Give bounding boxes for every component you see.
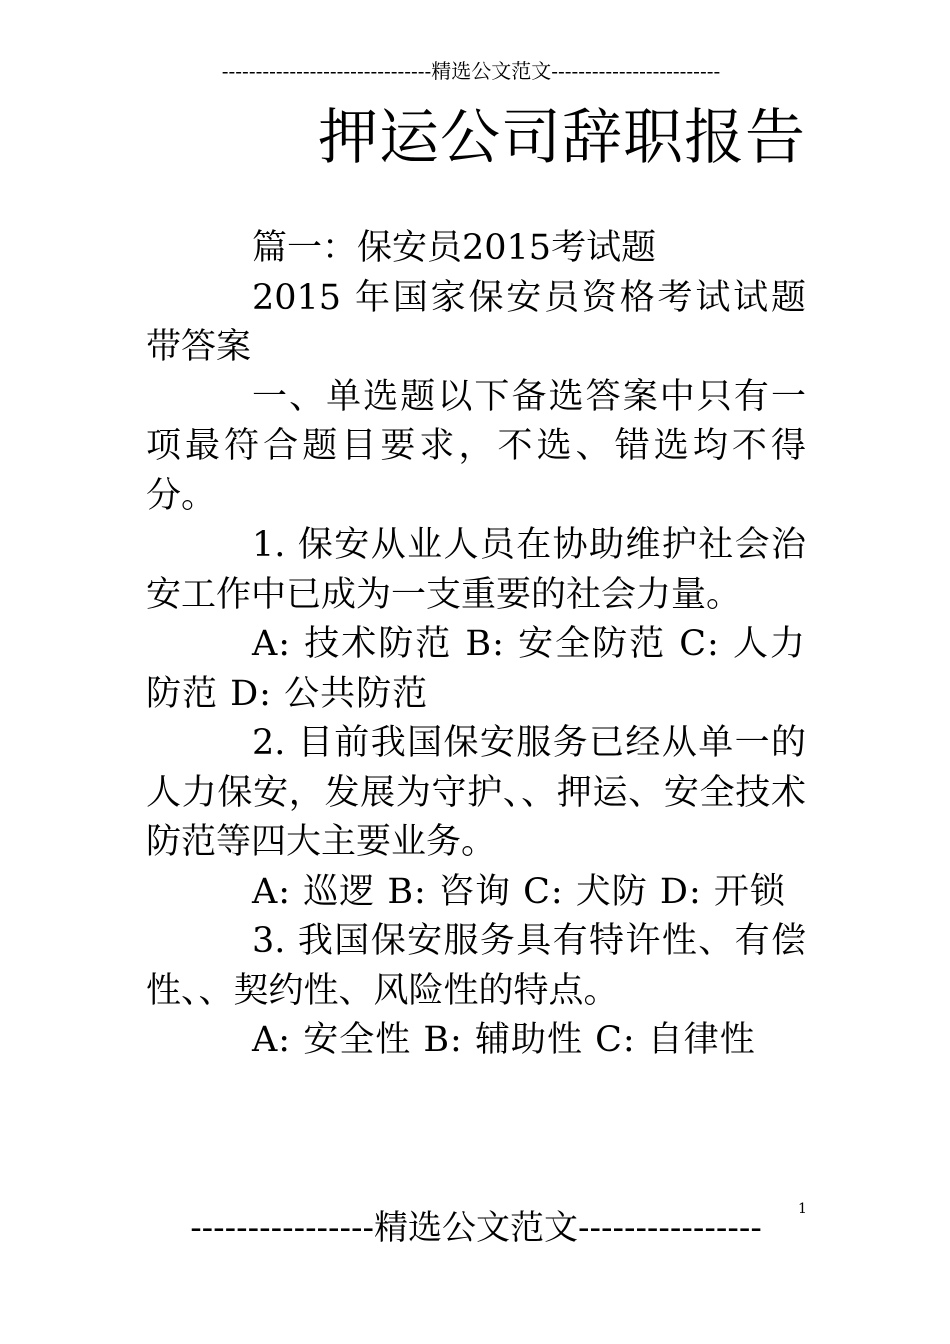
question-3-options: A: 安全性 B: 辅助性 C: 自律性 <box>252 1020 756 1060</box>
page-number: 1 <box>798 1201 807 1217</box>
question-1-options: A: 技术防范 B: 安全防范 C: 人力防范 D: 公共防范 <box>146 624 806 714</box>
footer-banner: ----------------精选公文范文---------------- <box>190 1208 762 1248</box>
header-banner: -------------------------------精选公文范文------------------------- <box>221 59 721 83</box>
section-heading: 篇一：保安员2015考试题 <box>252 228 657 268</box>
document-title: 押运公司辞职报告 <box>318 103 806 173</box>
question-2-options: A: 巡逻 B: 咨询 C: 犬防 D: 开锁 <box>252 871 786 912</box>
instructions-paragraph: 一、单选题以下备选答案中只有一项最符合题目要求，不选、错选均不得分。 <box>146 376 806 516</box>
exam-subtitle: 2015 年国家保安员资格考试试题带答案 <box>146 277 806 367</box>
question-1: 1. 保安从业人员在协助维护社会治安工作中已成为一支重要的社会力量。 <box>146 525 806 615</box>
question-3: 3. 我国保安服务具有特许性、有偿性、、契约性、风险性的特点。 <box>146 921 806 1011</box>
question-2: 2. 目前我国保安服务已经从单一的人力保安，发展为守护、、押运、安全技术防范等四大主要业务。 <box>146 723 806 862</box>
document-body <box>146 224 806 1066</box>
